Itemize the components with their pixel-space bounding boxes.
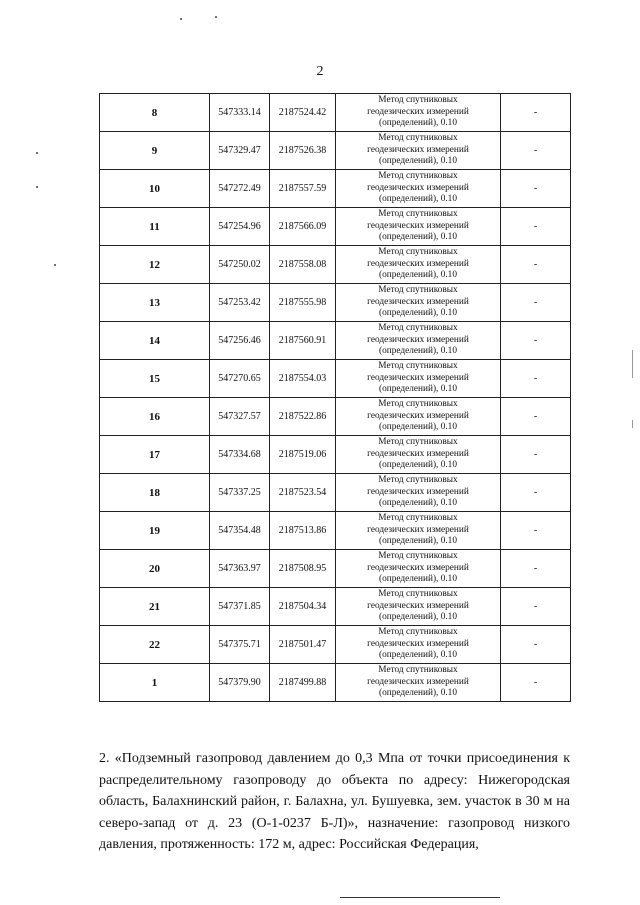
method-line: геодезических измерений xyxy=(367,334,469,345)
method-line: Метод спутниковых xyxy=(378,437,458,448)
accuracy-cell: - xyxy=(501,94,571,132)
method-line: геодезических измерений xyxy=(367,676,469,687)
accuracy-cell: - xyxy=(501,170,571,208)
method-line: (определений), 0.10 xyxy=(379,498,457,509)
accuracy-cell: - xyxy=(501,474,571,512)
x-coordinate-cell: 547333.14 xyxy=(210,94,270,132)
y-coordinate-cell: 2187523.54 xyxy=(270,474,336,512)
accuracy-cell: - xyxy=(501,208,571,246)
scan-speck xyxy=(36,152,38,154)
accuracy-cell: - xyxy=(501,360,571,398)
method-line: геодезических измерений xyxy=(367,486,469,497)
method-line: (определений), 0.10 xyxy=(379,194,457,205)
method-cell xyxy=(336,474,501,512)
accuracy-cell: - xyxy=(501,436,571,474)
scan-edge-line xyxy=(632,420,633,428)
method-cell xyxy=(336,588,501,626)
y-coordinate-cell: 2187519.06 xyxy=(270,436,336,474)
point-number-cell: 8 xyxy=(100,94,210,132)
method-line: Метод спутниковых xyxy=(378,323,458,334)
method-line: (определений), 0.10 xyxy=(379,118,457,129)
method-line: (определений), 0.10 xyxy=(379,156,457,167)
method-cell xyxy=(336,208,501,246)
method-line: (определений), 0.10 xyxy=(379,650,457,661)
method-cell xyxy=(336,94,501,132)
method-line: Метод спутниковых xyxy=(378,133,458,144)
y-coordinate-cell: 2187522.86 xyxy=(270,398,336,436)
method-line: Метод спутниковых xyxy=(378,399,458,410)
method-line: (определений), 0.10 xyxy=(379,270,457,281)
y-coordinate-cell: 2187566.09 xyxy=(270,208,336,246)
scan-speck xyxy=(180,18,182,20)
method-line: геодезических измерений xyxy=(367,144,469,155)
method-cell xyxy=(336,132,501,170)
point-number-cell: 16 xyxy=(100,398,210,436)
method-cell xyxy=(336,550,501,588)
accuracy-cell: - xyxy=(501,550,571,588)
scan-speck xyxy=(215,16,217,18)
method-line: Метод спутниковых xyxy=(378,665,458,676)
y-coordinate-cell: 2187513.86 xyxy=(270,512,336,550)
method-cell xyxy=(336,322,501,360)
method-line: геодезических измерений xyxy=(367,600,469,611)
y-coordinate-cell: 2187560.91 xyxy=(270,322,336,360)
point-number-cell: 21 xyxy=(100,588,210,626)
table-row xyxy=(100,626,571,664)
method-line: Метод спутниковых xyxy=(378,627,458,638)
x-coordinate-cell: 547371.85 xyxy=(210,588,270,626)
method-line: Метод спутниковых xyxy=(378,513,458,524)
method-line: (определений), 0.10 xyxy=(379,308,457,319)
point-number-cell: 15 xyxy=(100,360,210,398)
table-row xyxy=(100,322,571,360)
x-coordinate-cell: 547256.46 xyxy=(210,322,270,360)
table-row xyxy=(100,132,571,170)
y-coordinate-cell: 2187508.95 xyxy=(270,550,336,588)
method-cell xyxy=(336,284,501,322)
point-number-cell: 17 xyxy=(100,436,210,474)
method-line: геодезических измерений xyxy=(367,410,469,421)
coordinates-table xyxy=(99,93,571,702)
scan-speck xyxy=(54,264,56,266)
table-row xyxy=(100,360,571,398)
x-coordinate-cell: 547327.57 xyxy=(210,398,270,436)
method-line: геодезических измерений xyxy=(367,106,469,117)
table-row xyxy=(100,512,571,550)
method-line: Метод спутниковых xyxy=(378,209,458,220)
y-coordinate-cell: 2187555.98 xyxy=(270,284,336,322)
point-number-cell: 18 xyxy=(100,474,210,512)
x-coordinate-cell: 547375.71 xyxy=(210,626,270,664)
method-line: Метод спутниковых xyxy=(378,589,458,600)
point-number-cell: 12 xyxy=(100,246,210,284)
accuracy-cell: - xyxy=(501,132,571,170)
accuracy-cell: - xyxy=(501,246,571,284)
x-coordinate-cell: 547329.47 xyxy=(210,132,270,170)
accuracy-cell: - xyxy=(501,626,571,664)
table-row xyxy=(100,664,571,702)
x-coordinate-cell: 547250.02 xyxy=(210,246,270,284)
point-number-cell: 19 xyxy=(100,512,210,550)
y-coordinate-cell: 2187526.38 xyxy=(270,132,336,170)
scan-edge-line xyxy=(340,897,500,898)
method-line: геодезических измерений xyxy=(367,296,469,307)
x-coordinate-cell: 547254.96 xyxy=(210,208,270,246)
y-coordinate-cell: 2187504.34 xyxy=(270,588,336,626)
accuracy-cell: - xyxy=(501,512,571,550)
method-line: геодезических измерений xyxy=(367,448,469,459)
method-line: геодезических измерений xyxy=(367,638,469,649)
y-coordinate-cell: 2187558.08 xyxy=(270,246,336,284)
table-row xyxy=(100,284,571,322)
point-number-cell: 1 xyxy=(100,664,210,702)
method-line: геодезических измерений xyxy=(367,524,469,535)
method-cell xyxy=(336,170,501,208)
method-line: геодезических измерений xyxy=(367,258,469,269)
accuracy-cell: - xyxy=(501,588,571,626)
page-number: 2 xyxy=(316,64,324,79)
x-coordinate-cell: 547253.42 xyxy=(210,284,270,322)
method-cell xyxy=(336,626,501,664)
point-number-cell: 22 xyxy=(100,626,210,664)
object-description-paragraph: 2. «Подземный газопровод давлением до 0,3 Мпа от точки присоединения к распределительному газопроводу до объекта по адресу: Нижегородская область, Балахнинский район, г. Балахна, ул. Бушуевка, зем. участок в 30 м на северо-запад от д. 23 (О-1-0237 Б-Л)», назначение: газопровод низкого давления, протяженность: 172 м, адрес: Российская Федерация, xyxy=(99,751,570,852)
method-line: (определений), 0.10 xyxy=(379,422,457,433)
scan-speck xyxy=(36,186,38,188)
x-coordinate-cell: 547272.49 xyxy=(210,170,270,208)
method-line: Метод спутниковых xyxy=(378,285,458,296)
point-number-cell: 10 xyxy=(100,170,210,208)
method-line: (определений), 0.10 xyxy=(379,536,457,547)
method-line: Метод спутниковых xyxy=(378,247,458,258)
point-number-cell: 9 xyxy=(100,132,210,170)
table-row xyxy=(100,550,571,588)
scan-edge-line xyxy=(632,350,633,378)
y-coordinate-cell: 2187524.42 xyxy=(270,94,336,132)
method-line: (определений), 0.10 xyxy=(379,346,457,357)
method-line: (определений), 0.10 xyxy=(379,612,457,623)
table-row xyxy=(100,246,571,284)
table-row xyxy=(100,94,571,132)
table-row xyxy=(100,436,571,474)
method-cell xyxy=(336,512,501,550)
table-row xyxy=(100,208,571,246)
point-number-cell: 13 xyxy=(100,284,210,322)
point-number-cell: 11 xyxy=(100,208,210,246)
method-line: Метод спутниковых xyxy=(378,361,458,372)
method-line: геодезических измерений xyxy=(367,562,469,573)
y-coordinate-cell: 2187501.47 xyxy=(270,626,336,664)
x-coordinate-cell: 547379.90 xyxy=(210,664,270,702)
accuracy-cell: - xyxy=(501,284,571,322)
method-line: Метод спутниковых xyxy=(378,551,458,562)
method-line: (определений), 0.10 xyxy=(379,384,457,395)
x-coordinate-cell: 547270.65 xyxy=(210,360,270,398)
method-line: Метод спутниковых xyxy=(378,171,458,182)
accuracy-cell: - xyxy=(501,398,571,436)
method-line: Метод спутниковых xyxy=(378,95,458,106)
y-coordinate-cell: 2187557.59 xyxy=(270,170,336,208)
method-line: Метод спутниковых xyxy=(378,475,458,486)
y-coordinate-cell: 2187499.88 xyxy=(270,664,336,702)
method-cell xyxy=(336,398,501,436)
table-row xyxy=(100,588,571,626)
x-coordinate-cell: 547354.48 xyxy=(210,512,270,550)
accuracy-cell: - xyxy=(501,664,571,702)
point-number-cell: 14 xyxy=(100,322,210,360)
table-row xyxy=(100,474,571,512)
method-cell xyxy=(336,664,501,702)
coordinates-table-body xyxy=(100,94,571,702)
x-coordinate-cell: 547337.25 xyxy=(210,474,270,512)
method-cell xyxy=(336,436,501,474)
method-line: (определений), 0.10 xyxy=(379,688,457,699)
method-cell xyxy=(336,360,501,398)
x-coordinate-cell: 547363.97 xyxy=(210,550,270,588)
method-line: геодезических измерений xyxy=(367,220,469,231)
method-line: (определений), 0.10 xyxy=(379,460,457,471)
method-cell xyxy=(336,246,501,284)
method-line: геодезических измерений xyxy=(367,182,469,193)
y-coordinate-cell: 2187554.03 xyxy=(270,360,336,398)
method-line: (определений), 0.10 xyxy=(379,574,457,585)
method-line: (определений), 0.10 xyxy=(379,232,457,243)
x-coordinate-cell: 547334.68 xyxy=(210,436,270,474)
table-row xyxy=(100,170,571,208)
method-line: геодезических измерений xyxy=(367,372,469,383)
point-number-cell: 20 xyxy=(100,550,210,588)
accuracy-cell: - xyxy=(501,322,571,360)
table-row xyxy=(100,398,571,436)
